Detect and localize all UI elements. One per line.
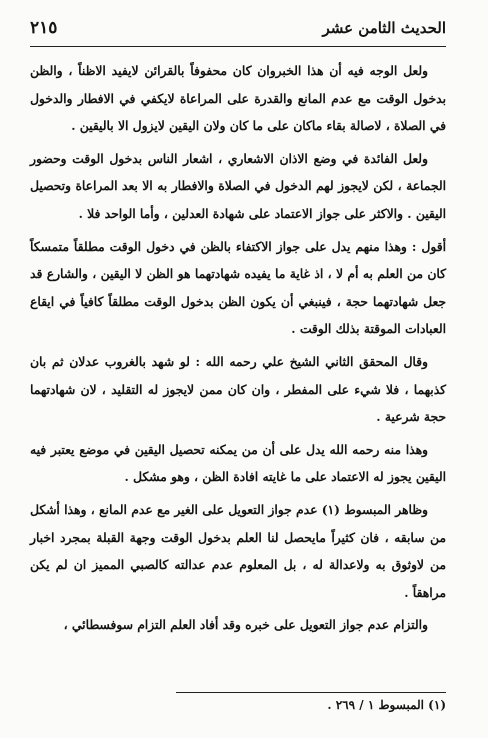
paragraph: وقال المحقق الثاني الشيخ علي رحمه الله : لو شهد بالغروب عدلان ثم بان كذبهما ، فلا شيء على المفطر ، وان كان ممن لايجوز له التقليد ، لان شهادتهما حجة شرعية . [30,353,446,425]
header-divider [30,46,446,47]
running-title: الحديث الثامن عشر [322,19,446,37]
paragraph: والتزام عدم جواز التعويل على خبره وقد أفاد العلم التزام سوفسطائي ، [63,617,428,633]
paragraph: ولعل الوجه فيه أن هذا الخبروان كان محفوفاً بالقرائن لايفيد الاظناً ، والظن بدخول الوقت مع عدم المانع والقدرة على المراعاة لايكفي في الافطار والدخول في الصلاة ، لاصالة بقاء ماكان على ما كان ولان اليقين لايزول الا باليقين . [30,63,446,134]
paragraph: وظاهر المبسوط (١) عدم جواز التعويل على الغير مع عدم المانع ، وهذا أشكل من سابقه ، فان كثيراً مايحصل لنا العلم بدخول الوقت وجهة القبلة بمجرد اخبار من لاوثوق به ولاعدالة له ، بل المعلوم عدم عدالته كالصبي المميز ان لم يكن مراهقاً . [30,501,446,600]
paragraph: أقول : وهذا منهم يدل على جواز الاكتفاء بالظن في دخول الوقت مطلقاً متمسكاً كان من العلم به أم لا ، اذ غاية ما يفيده شهادتهما هو الظن لا اليقين ، والشارع قد جعل شهادتهما حجة ، فينبغي أن يكون الظن بدخول الوقت مطلقاً كافياً في ايقاع العبادات الموقتة بذلك الوقت . [30,238,446,337]
page-header [30,16,446,40]
paragraph: وهذا منه رحمه الله يدل على أن من يمكنه تحصيل اليقين في موضع يعتبر فيه اليقين يجوز له الاعتماد على ما غايته افادة الظن ، وهو مشكل . [30,441,446,485]
footnote-divider [176,692,446,693]
page-number: ٢١٥ [30,18,58,38]
paragraph: ولعل الفائدة في وضع الاذان الاشعاري ، اشعار الناس بدخول الوقت وحضور الجماعة ، لكن لايجوز لهم الدخول في الصلاة والافطار به الا بعد المراعاة وتحصيل اليقين . والاكثر على جواز الاعتماد على شهادة العدلين ، وأما الواحد فلا . [30,150,446,221]
footnote: (١) المبسوط ١ / ٢٦٩ . [327,698,446,712]
page-body [30,57,446,639]
